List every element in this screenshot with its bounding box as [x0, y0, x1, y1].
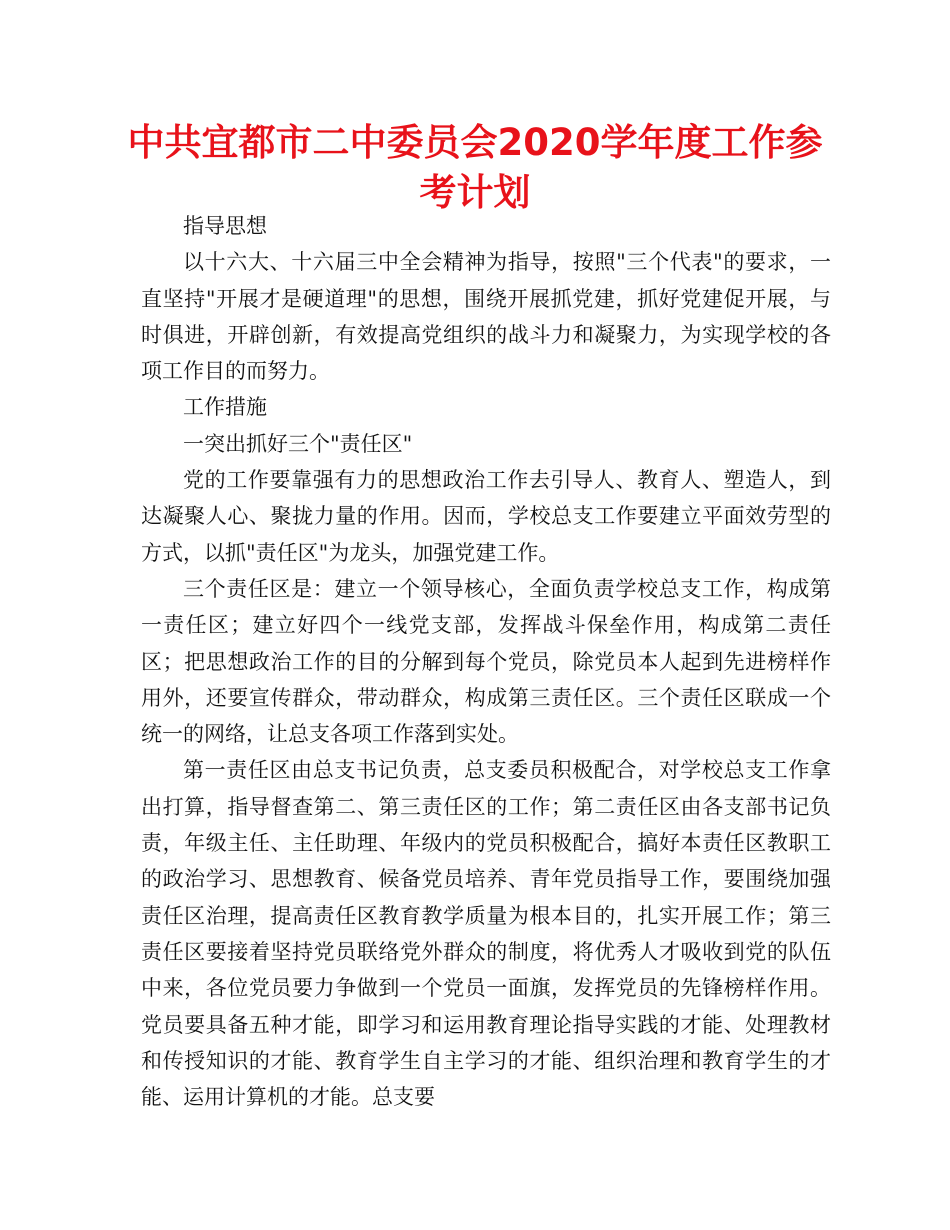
paragraph-zone-duties: 第一责任区由总支书记负责，总支委员积极配合，对学校总支工作拿出打算，指导督查第二、第三责任区的工作；第二责任区由各支部书记负责，年级主任、主任助理、年级内的党员积极配合，搞好本责任区教职工的政治学习、思想教育、候备党员培养、青年党员指导工作，要围绕加强责任区治理，提高责任区教育教学质量为根本目的，扎实开展工作；第三责任区要接着坚持党员联络党外群众的制度，将优秀人才吸收到党的队伍中来，各位党员要力争做到一个党员一面旗，发挥党员的先锋榜样作用。党员要具备五种才能，即学习和运用教育理论指导实践的才能、处理教材和传授知识的才能、教育学生自主学习的才能、组织治理和教育学生的才能、运用计算机的才能。总支要	[141, 758, 831, 1110]
subsection-heading-responsibility-zones: 一突出抓好三个"责任区"	[183, 431, 413, 456]
section-heading-work-measures: 工作措施	[183, 395, 267, 420]
section-heading-guiding-ideology: 指导思想	[183, 214, 267, 238]
document-title: 中共宜都市二中委员会2020学年度工作参考计划	[127, 121, 823, 214]
paragraph-party-work: 党的工作要靠强有力的思想政治工作去引导人、教育人、塑造人，到达凝聚人心、聚拢力量的作用。因而，学校总支工作要建立平面效劳型的方式，以抓"责任区"为龙头，加强党建工作。	[141, 468, 831, 565]
paragraph-three-zones: 三个责任区是：建立一个领导核心，全面负责学校总支工作，构成第一责任区；建立好四个一线党支部，发挥战斗保垒作用，构成第二责任区；把思想政治工作的目的分解到每个党员，除党员本人起到先进榜样作用外，还要宣传群众，带动群众，构成第三责任区。三个责任区联成一个统一的网络，让总支各项工作落到实处。	[141, 576, 831, 747]
document-body	[141, 208, 831, 1115]
paragraph-guiding-ideology: 以十六大、十六届三中全会精神为指导，按照"三个代表"的要求，一直坚持"开展才是硬道理"的思想，围绕开展抓党建，抓好党建促开展，与时俱进，开辟创新，有效提高党组织的战斗力和凝聚力，为实现学校的各项工作目的而努力。	[141, 250, 831, 384]
